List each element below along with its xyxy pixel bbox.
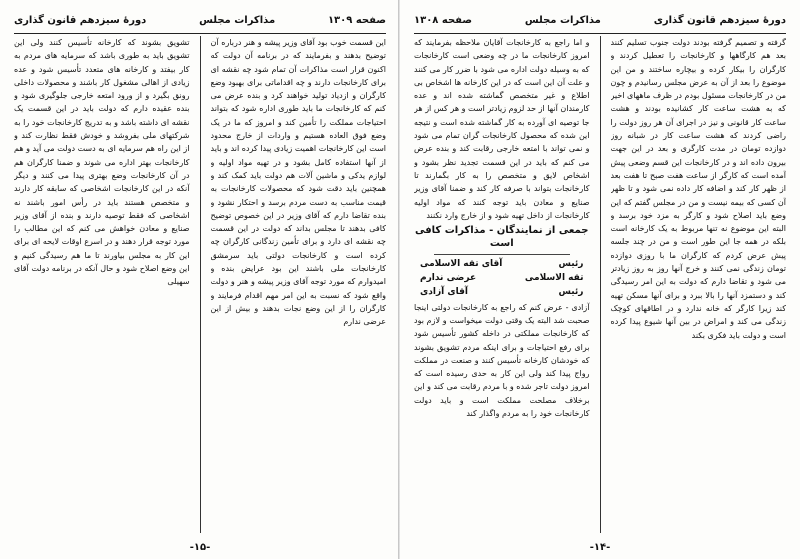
column-text: گرفته و تصمیم گرفته بودند دولت جنوب تسلیم کنند بعد هم کارگاهها و کارخانجات را تعطیل کردند و کارگران را بیکار کرده و بیچاره ساختند و من این موضوع را بعد از آن به عرض مجلس رسانیدم و چون من در کارخانجات مسئول بودم در ظرف ماههای اخیر که به هشت ساعت کار کشانیده بودند و هشت ساعت کار قانونی و نیز در اجرای آن هر روز دولت را راضی کردند که هشت ساعت کار در شبانه روز دوازده تومان در مدت کارگری و بعد در این جهت بیرون داده اند و در کارخانجات این قسم وضعی پیش آمده است که کارگر از ساعت هفت صبح تا هفت بعد از ظهر کار کند و اضافه کار داده نمی شود و تا ظهر آن کسی که بیمه نیست و من در مجلس گفتم که این وضع باید اصلاح شود و کارگر به مزد خود برسد و البته این موضوع نه تنها مربوط به یک کارخانه است بلکه در همه جا این طور است و من در چند جلسه پیش عرض کردم که کارگران ما با روزی دوازده تومان زندگی نمی کنند و خرج آنها روز به روز زیادتر می شود و تقاضا دارم که دولت به این امر رسیدگی کند و دستمزد آنها را بالا ببرد و برای آنها مسکن تهیه کند زیرا کارگر که خانه ندارد و در اطاقهای کوچک زندگی می کند و امراض در بین آنها شیوع پیدا کرده است و دولت باید فکری بکند <box>610 38 786 340</box>
column-left <box>14 36 190 533</box>
header-session-title: دورهٔ سیزدهم قانون گذاری <box>653 14 786 26</box>
speaker-row <box>420 272 584 285</box>
column-divider <box>200 36 201 533</box>
header-session-title: دورهٔ سیزدهم قانون گذاری <box>14 14 147 26</box>
speaker-name: تقه الاسلامی <box>524 273 584 284</box>
column-left <box>414 36 590 533</box>
speaker-row <box>420 258 584 271</box>
speaker-remark: آقای آزادی <box>420 287 468 298</box>
folio: -۱۵- <box>189 542 211 553</box>
page-header <box>414 10 786 34</box>
right-page <box>400 0 800 559</box>
text-columns <box>414 36 786 533</box>
column-text: و اما راجع به کارخانجات آقایان ملاحظه بفرمایند که امروز کارخانجات ما در چه وضعی است کارخانجات که به وسیله دولت اداره می شود با ضرر کار می کنند و علت آن این است که در این کارخانه ها اشخاص بی اطلاع و غیر متخصص گماشته شده اند و عده کارمندان آنها از حد لزوم زیادتر است و هر کس از هر جا توصیه ای آورده به کار گماشته شده است و نتیجه این شده که محصول کارخانجات گران تمام می شود و نمی تواند با امتعه خارجی رقابت کند و بنده عرض می کنم که باید در این قسمت تجدید نظر بشود و اشخاص لایق و متخصص را به کار بگمارند تا کارخانجات بتواند با صرفه کار کند و ضمنا آقای وزیر صنایع و معادن باید توجه کنند که مواد اولیه کارخانجات از داخل تهیه شود و از خارج وارد نکنند <box>414 38 590 220</box>
text-columns <box>14 36 386 533</box>
column-right <box>211 36 387 533</box>
separator <box>434 254 570 255</box>
header-center-title: مذاکرات مجلس <box>199 14 276 26</box>
page-number-label: صفحه ۱۳۰۸ <box>414 14 473 26</box>
column-divider <box>600 36 601 533</box>
page-header <box>14 10 386 34</box>
page-number-label: صفحه ۱۳۰۹ <box>327 14 386 26</box>
section-heading: جمعی از نمایندگان - مذاکرات کافی است <box>415 225 589 250</box>
speaker-remark: عرضی ندارم <box>420 273 477 284</box>
speaker-name: رئیس <box>558 287 584 298</box>
folio: -۱۴- <box>589 542 611 553</box>
speaker-remark: آقای تقه الاسلامی <box>420 258 503 269</box>
column-text: تشویق بشوند که کارخانه تأسیس کنند ولی این تشویق باید به طوری باشد که سرمایه های مردم به کار بیفتد و کارخانه های متعدد تأسیس شود و عده زیادی از اهالی مشغول کار باشند و محصولات داخلی رونق بگیرد و از ورود امتعه خارجی جلوگیری شود و بنده عقیده دارم که دولت باید در این قسمت یک نقشه ای داشته باشد و به تدریج کارخانجات خود را به شرکتهای ملی بفروشد و خودش فقط نظارت کند و از این راه هم سرمایه ای به دست دولت می آید و هم کارخانجات بهتر اداره می شوند و ضمنا کارگران هم در آن کارخانجات وضع بهتری پیدا می کنند و دیگر آنکه در این کارخانجات اشخاصی که سابقه کار دارند و متخصص هستند باید در رأس امور باشند نه اشخاصی که فقط توصیه دارند و بنده از آقای وزیر صنایع و معادن خواهش می کنم که این مطالب را مورد توجه قرار دهند و در اسرع اوقات لایحه ای برای این کار به مجلس بیاورند تا ما هم رسیدگی کنیم و این وضع اصلاح شود و حال آنکه در برنامه دولت آقای سهیلی <box>14 38 190 287</box>
header-center-title: مذاکرات مجلس <box>524 14 601 26</box>
column-text: این قسمت خوب بود آقای وزیر پیشه و هنر درباره آن توضیح بدهند و بفرمایند که در برنامه آن دولت که اکنون قرار است مذاکرات آن تمام شود چه نقشه ای برای کارخانجات دارند و چه اقداماتی برای بهبود وضع کارگران و ازدیاد تولید خواهند کرد و بنده عرض می کنم که کارخانجات ما باید طوری اداره شود که بتواند احتیاجات مملکت را تأمین کند و امروز که ما در یک وضع فوق العاده هستیم و واردات از خارج محدود است این کارخانجات اهمیت زیادی پیدا کرده اند و باید از آنها استفاده کامل بشود و در تهیه مواد اولیه و لوازم یدکی و ماشین آلات هم دولت باید کمک کند و همچنین باید دقت شود که محصولات کارخانجات به قیمت مناسب به دست مردم برسد و احتکار نشود و بنده تقاضا دارم که آقای وزیر در این خصوص توضیح کافی بدهند تا مجلس بداند که دولت در این قسمت چه نقشه ای دارد و برای تأمین زندگانی کارگران چه کرده است و کارخانجات دولتی باید سرمشق کارخانجات ملی باشند این بود عرایض بنده و امیدوارم که مورد توجه آقای وزیر پیشه و هنر و دولت واقع شود که نسبت به این امر مهم اقدام فرمایند و کارگران را از این وضع نجات بدهند و بیش از این عرضی ندارم <box>210 38 386 327</box>
speaker-name: رئیس <box>558 258 584 269</box>
speaker-row <box>420 286 584 299</box>
column-right <box>611 36 787 533</box>
column-text: آزادی - عرض کنم که راجع به کارخانجات دولتی اینجا صحبت شد البته یک وقتی دولت میخواست و لازم بود که کارخانجات مملکتی در داخله کشور تأسیس شود برای رفع احتیاجات و برای اینکه مردم تشویق بشوند که خودشان کارخانه تأسیس کنند و صنعت در مملکت رواج پیدا کند ولی این کار به حدی رسیده است که امروز دولت تاجر شده و با مردم رقابت می کند و این برخلاف مصلحت مملکت است و باید دولت کارخانجات خود را به مردم واگذار کند <box>414 302 590 419</box>
